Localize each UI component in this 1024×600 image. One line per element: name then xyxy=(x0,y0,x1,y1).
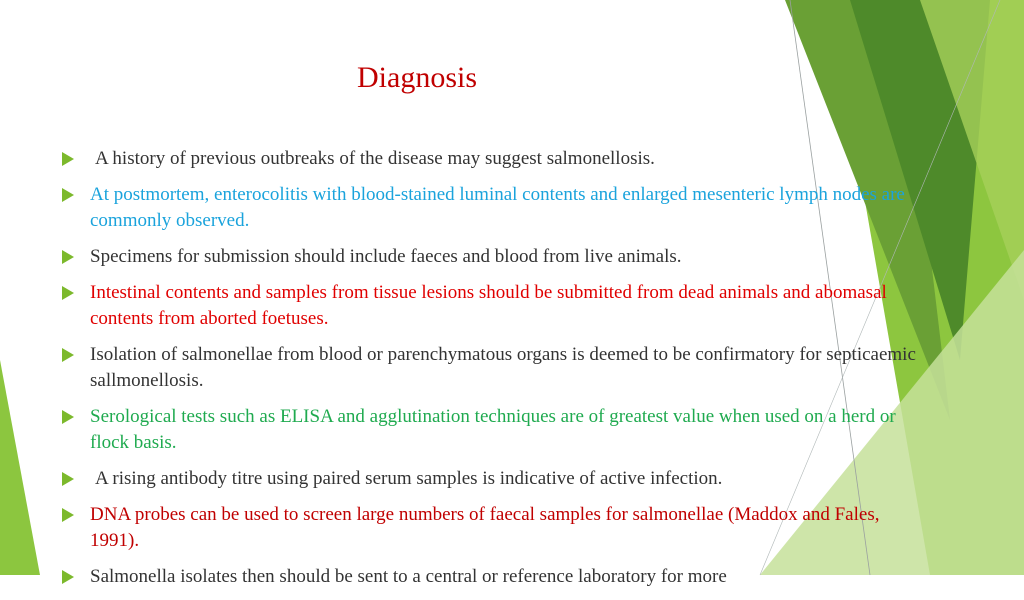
bullet-arrow-icon xyxy=(62,472,74,486)
bullet-arrow-icon xyxy=(62,348,74,362)
bullet-text: DNA probes can be used to screen large numbers of faecal samples for salmonellae (Maddox and Fales, 1991). xyxy=(90,504,880,551)
slide-title: Diagnosis xyxy=(357,61,477,94)
bullet-arrow-icon xyxy=(62,152,74,166)
bullet-item xyxy=(62,342,932,394)
bullet-item xyxy=(62,244,932,270)
bullet-item xyxy=(62,182,932,234)
bullet-item xyxy=(62,466,932,492)
deco-left-strip xyxy=(0,360,40,575)
bullet-text: A rising antibody titre using paired serum samples is indicative of active infection. xyxy=(95,468,723,489)
bullet-list xyxy=(62,146,932,600)
bullet-arrow-icon xyxy=(62,286,74,300)
bullet-item xyxy=(62,146,932,172)
bullet-item xyxy=(62,502,932,554)
bullet-item xyxy=(62,280,932,332)
bullet-text: Salmonella isolates then should be sent to a central or reference laboratory for more xyxy=(90,566,727,587)
bullet-text: Serological tests such as ELISA and agglutination techniques are of greatest value when used on a herd or flock basis. xyxy=(90,406,896,453)
bullet-item xyxy=(62,564,932,590)
bullet-arrow-icon xyxy=(62,188,74,202)
bullet-text: Intestinal contents and samples from tissue lesions should be submitted from dead animals and abomasal contents from aborted foetuses. xyxy=(90,282,887,329)
bullet-text: A history of previous outbreaks of the disease may suggest salmonellosis. xyxy=(95,148,655,169)
bullet-arrow-icon xyxy=(62,508,74,522)
bullet-arrow-icon xyxy=(62,570,74,584)
bullet-arrow-icon xyxy=(62,410,74,424)
bullet-text: Isolation of salmonellae from blood or parenchymatous organs is deemed to be confirmatory for septicaemic sallmonellosis. xyxy=(90,344,916,391)
bullet-text: At postmortem, enterocolitis with blood-stained luminal contents and enlarged mesenteric lymph nodes are commonly observed. xyxy=(90,184,905,231)
bullet-item xyxy=(62,404,932,456)
bullet-text: Specimens for submission should include faeces and blood from live animals. xyxy=(90,246,682,267)
bullet-arrow-icon xyxy=(62,250,74,264)
